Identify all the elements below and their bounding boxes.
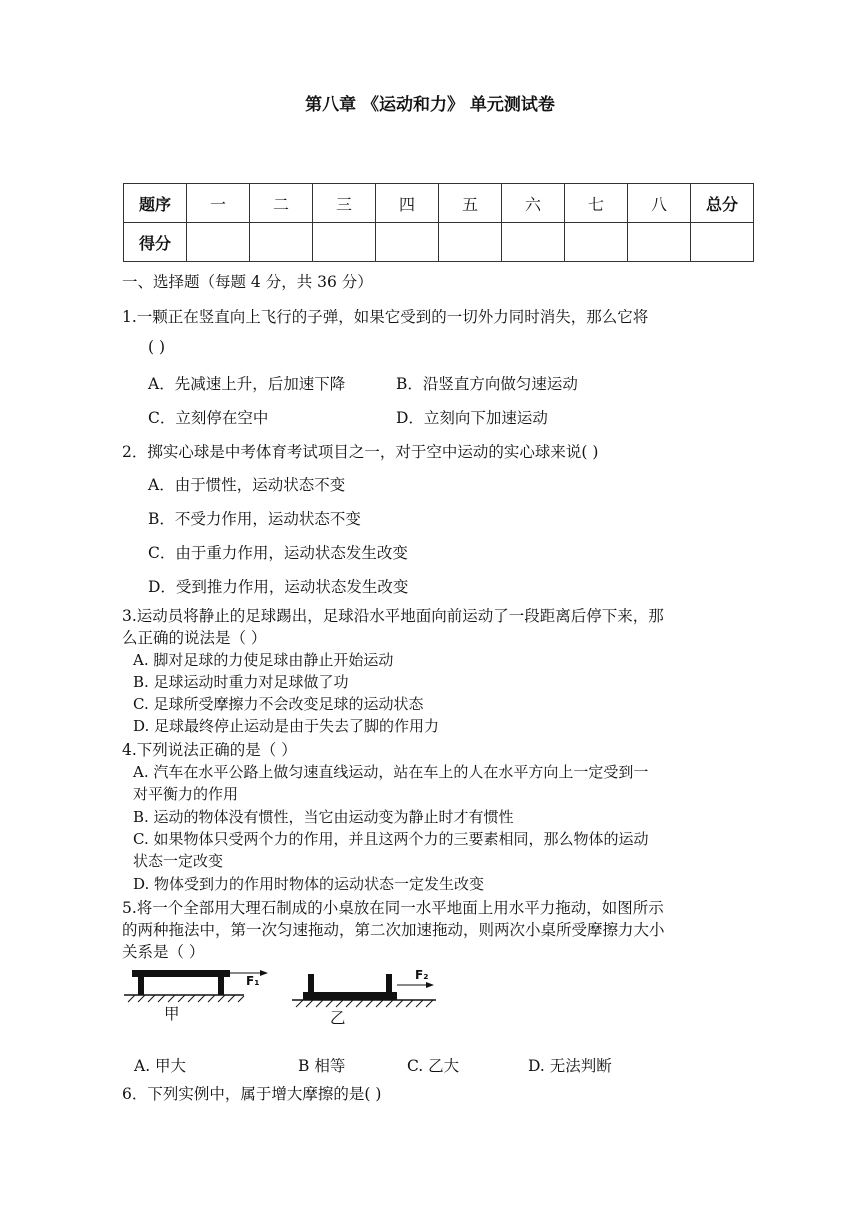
question-2-option-a: A．由于惯性，运动状态不变 (148, 476, 346, 494)
score-header-cell: 六 (502, 184, 565, 223)
figure-label-jia: 甲 (164, 1005, 180, 1023)
question-4-option-c-line2: 状态一定改变 (133, 852, 224, 870)
force-label-f2: F₂ (415, 968, 429, 982)
page-title: 第八章 《运动和力》 单元测试卷 (305, 95, 555, 115)
score-cell (250, 223, 313, 262)
score-cell (628, 223, 691, 262)
score-header-cell: 总分 (691, 184, 754, 223)
question-4-stem: 4.下列说法正确的是（ ） (122, 741, 297, 759)
score-header-cell: 三 (313, 184, 376, 223)
section-heading: 一、选择题（每题 4 分，共 36 分） (122, 273, 373, 291)
question-4-option-a-line2: 对平衡力的作用 (133, 785, 239, 803)
score-cell (691, 223, 754, 262)
question-4-option-d: D. 物体受到力的作用时物体的运动状态一定发生改变 (133, 875, 485, 893)
score-header-cell: 一 (187, 184, 250, 223)
question-5-option-d: D. 无法判断 (528, 1057, 612, 1075)
question-6-stem: 6．下列实例中，属于增大摩擦的是( ) (122, 1085, 382, 1103)
score-row-label: 得分 (124, 223, 187, 262)
force-label-f1: F₁ (246, 974, 260, 988)
question-5-option-b: B 相等 (298, 1057, 346, 1075)
question-3-option-a: A. 脚对足球的力使足球由静止开始运动 (133, 651, 394, 669)
score-table-score-row (124, 223, 754, 262)
question-2-option-c: C．由于重力作用，运动状态发生改变 (148, 544, 408, 562)
score-header-cell: 八 (628, 184, 691, 223)
score-header-cell: 七 (565, 184, 628, 223)
question-2-option-b: B．不受力作用，运动状态不变 (148, 510, 361, 528)
question-3-stem-line2: 么正确的说法是（ ） (122, 629, 267, 647)
score-header-cell: 五 (439, 184, 502, 223)
question-1-option-d: D．立刻向下加速运动 (396, 409, 548, 427)
question-1-stem: 1.一颗正在竖直向上飞行的子弹，如果它受到的一切外力同时消失，那么它将 (122, 308, 649, 326)
score-cell (313, 223, 376, 262)
question-5-option-c: C. 乙大 (407, 1057, 460, 1075)
question-1-option-a: A．先减速上升，后加速下降 (148, 375, 346, 393)
score-header-cell: 四 (376, 184, 439, 223)
score-table (123, 183, 754, 262)
question-3-option-d: D. 足球最终停止运动是由于失去了脚的作用力 (133, 717, 440, 735)
question-5-figure (120, 958, 460, 1008)
question-3-stem-line1: 3.运动员将静止的足球踢出，足球沿水平地面向前运动了一段距离后停下来，那 (122, 607, 664, 625)
question-2-stem: 2．掷实心球是中考体育考试项目之一，对于空中运动的实心球来说( ) (122, 443, 599, 461)
score-cell (502, 223, 565, 262)
question-4-option-b: B. 运动的物体没有惯性，当它由运动变为静止时才有惯性 (133, 808, 514, 826)
question-3-option-c: C. 足球所受摩擦力不会改变足球的运动状态 (133, 695, 424, 713)
question-5-stem-line2: 的两种拖法中，第一次匀速拖动，第二次加速拖动，则两次小桌所受摩擦力大小 (122, 921, 665, 939)
question-1-option-c: C．立刻停在空中 (148, 409, 269, 427)
score-header-cell: 题序 (124, 184, 187, 223)
score-cell (565, 223, 628, 262)
score-cell (376, 223, 439, 262)
score-table-header-row (124, 184, 754, 223)
question-1-paren: ( ) (148, 338, 166, 356)
question-1-option-b: B．沿竖直方向做匀速运动 (396, 375, 578, 393)
question-5-stem-line3: 关系是（ ） (122, 943, 205, 961)
question-4-option-a-line1: A. 汽车在水平公路上做匀速直线运动，站在车上的人在水平方向上一定受到一 (133, 763, 649, 781)
question-2-option-d: D．受到推力作用，运动状态发生改变 (148, 578, 409, 596)
score-cell (439, 223, 502, 262)
question-5-stem-line1: 5.将一个全部用大理石制成的小桌放在同一水平地面上用水平力拖动，如图所示 (122, 899, 664, 917)
score-cell (187, 223, 250, 262)
question-3-option-b: B. 足球运动时重力对足球做了功 (133, 673, 349, 691)
figure-label-yi: 乙 (330, 1009, 346, 1027)
score-header-cell: 二 (250, 184, 313, 223)
question-5-option-a: A. 甲大 (134, 1057, 187, 1075)
question-4-option-c-line1: C. 如果物体只受两个力的作用，并且这两个力的三要素相同，那么物体的运动 (133, 830, 649, 848)
